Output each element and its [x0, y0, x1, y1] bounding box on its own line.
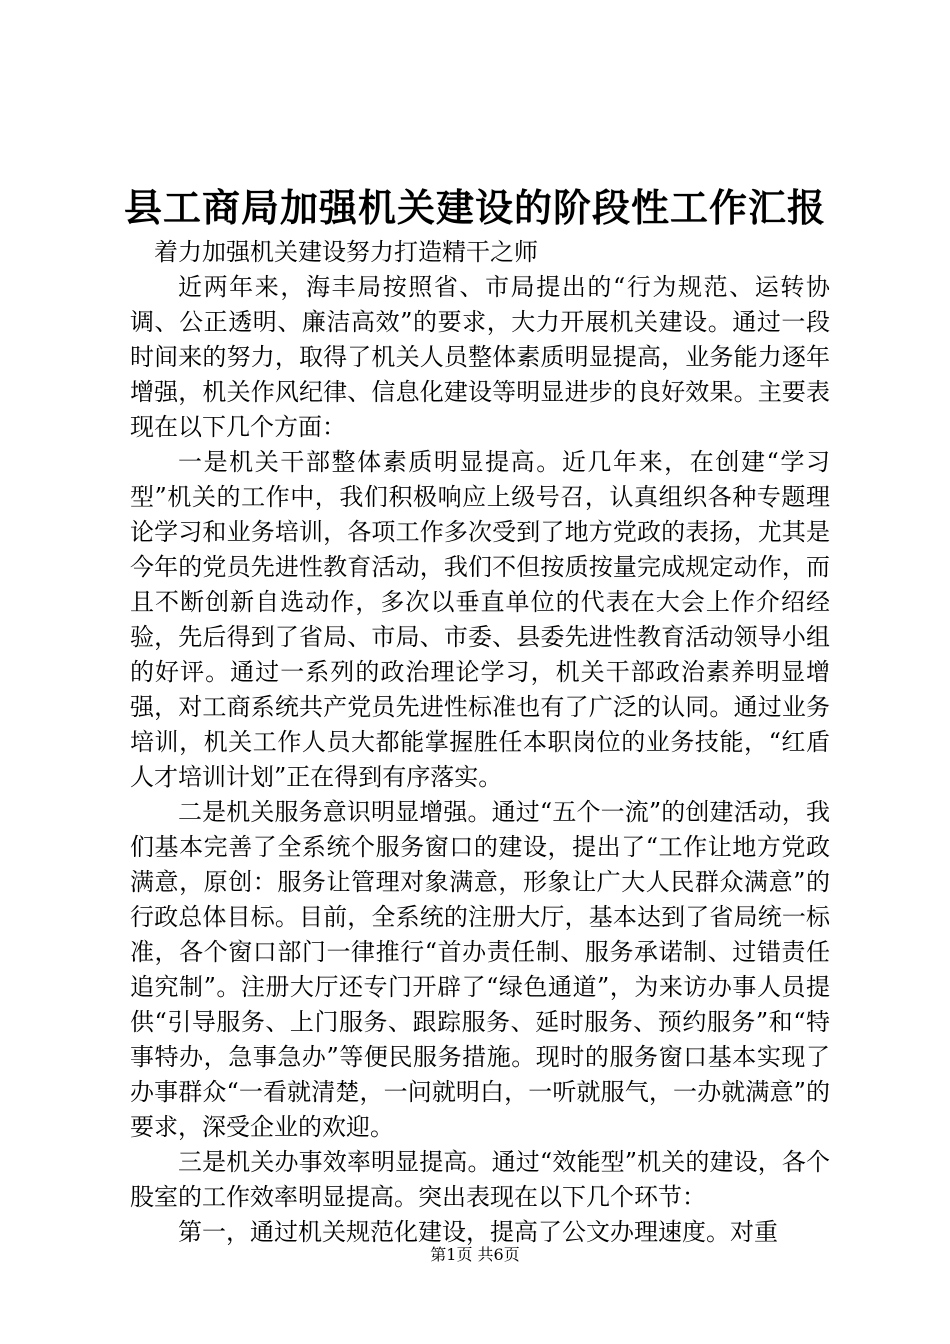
- paragraph-point-three: 三是机关办事效率明显提高。通过“效能型”机关的建设，各个股室的工作效率明显提高。突出表现在以下几个环节：: [130, 1148, 830, 1211]
- paragraph-point-two: 二是机关服务意识明显增强。通过“五个一流”的创建活动，我们基本完善了全系统个服务窗口的建设，提出了“工作让地方党政满意，原创：服务让管理对象满意，形象让广大人民群众满意”的行政总体目标。目前，全系统的注册大厅，基本达到了省局统一标准，各个窗口部门一律推行“首办责任制、服务承诺制、过错责任追究制”。注册大厅还专门开辟了“绿色通道”，为来访办事人员提供“引导服务、上门服务、跟踪服务、延时服务、预约服务”和“特事特办，急事急办”等便民服务措施。现时的服务窗口基本实现了办事群众“一看就清楚，一问就明白，一听就服气，一办就满意”的要求，深受企业的欢迎。: [130, 798, 830, 1141]
- page-number-footer: 第1页 共6页: [430, 1245, 520, 1264]
- paragraph-point-one: 一是机关干部整体素质明显提高。近几年来，在创建“学习型”机关的工作中，我们积极响应上级号召，认真组织各种专题理论学习和业务培训，各项工作多次受到了地方党政的表扬，尤其是今年的党员先进性教育活动，我们不但按质按量完成规定动作，而且不断创新自选动作，多次以垂直单位的代表在大会上作介绍经验，先后得到了省局、市局、市委、县委先进性教育活动领导小组的好评。通过一系列的政治理论学习，机关干部政治素养明显增强，对工商系统共产党员先进性标准也有了广泛的认同。通过业务培训，机关工作人员大都能掌握胜任本职岗位的业务技能，“红盾人才培训计划”正在得到有序落实。: [130, 448, 830, 791]
- document-subtitle: 着力加强机关建设努力打造精干之师: [154, 238, 538, 266]
- document-body: [130, 235, 830, 1250]
- paragraph-first-item: 第一，通过机关规范化建设，提高了公文办理速度。对重: [178, 1218, 778, 1246]
- paragraph-intro: 近两年来，海丰局按照省、市局提出的“行为规范、运转协调、公正透明、廉洁高效”的要求，大力开展机关建设。通过一段时间来的努力，取得了机关人员整体素质明显提高，业务能力逐年增强，机关作风纪律、信息化建设等明显进步的良好效果。主要表现在以下几个方面：: [130, 273, 830, 441]
- document-title: 县工商局加强机关建设的阶段性工作汇报: [123, 185, 826, 230]
